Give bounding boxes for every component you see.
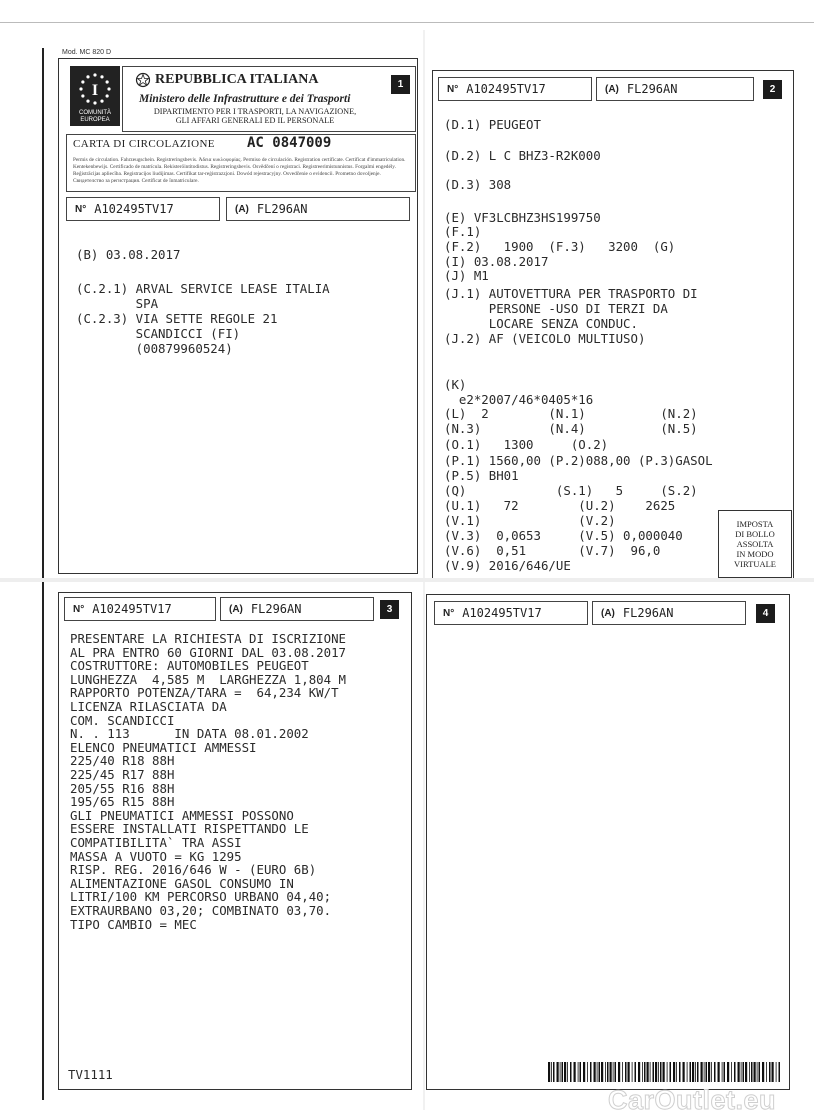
bollo-line: VIRTUALE bbox=[734, 559, 776, 569]
barcode-bar bbox=[638, 1062, 640, 1082]
eu-star bbox=[81, 80, 84, 83]
panel-number-1: 1 bbox=[391, 75, 410, 94]
eu-star bbox=[86, 75, 89, 78]
text-line: EXTRAURBANO 03,20; COMBINATO 03,70. bbox=[70, 903, 332, 918]
barcode-bar bbox=[776, 1062, 777, 1082]
watermark-text: CarOutlet.eu bbox=[608, 1085, 777, 1115]
a-value: FL296AN bbox=[622, 606, 674, 620]
barcode-bar bbox=[557, 1062, 559, 1082]
barcode-bar bbox=[580, 1062, 582, 1082]
text-line: LUNGHEZZA 4,585 M LARGHEZZA 1,804 M bbox=[70, 671, 347, 687]
eu-label: COMUNITÀ EUROPEA bbox=[79, 110, 111, 123]
barcode-bar bbox=[704, 1062, 705, 1082]
text-line: (V.1) (V.2) bbox=[444, 513, 616, 528]
carta-circolazione-box bbox=[66, 134, 416, 192]
text-line: COM. SCANDICCI bbox=[70, 712, 175, 728]
barcode-bar bbox=[597, 1062, 598, 1082]
eu-star bbox=[106, 80, 109, 83]
text-line: COMPATIBILITA` TRA ASSI bbox=[70, 835, 242, 850]
a-label: (A) bbox=[229, 603, 243, 615]
barcode-bar bbox=[670, 1062, 672, 1082]
text-line: e2*2007/46*0405*16 bbox=[444, 392, 594, 407]
text-line: (D.2) L C BHZ3-R2K000 bbox=[444, 148, 601, 163]
barcode-bar bbox=[642, 1062, 643, 1082]
barcode-bar bbox=[562, 1062, 564, 1082]
barcode-bar bbox=[762, 1062, 764, 1082]
barcode-bar bbox=[594, 1062, 596, 1082]
id-box-a-3 bbox=[220, 597, 374, 621]
barcode-bar bbox=[718, 1062, 720, 1082]
text-line: (00879960524) bbox=[76, 341, 233, 356]
barcode-bar bbox=[741, 1062, 742, 1082]
text-line: 225/40 R18 88H bbox=[70, 753, 175, 769]
text-line: (U.1) 72 (U.2) 2625 bbox=[444, 498, 676, 513]
id-box-a bbox=[226, 197, 410, 221]
a-label: (A) bbox=[605, 83, 619, 95]
model-label: Mod. MC 820 D bbox=[62, 49, 112, 56]
barcode-bar bbox=[632, 1062, 633, 1082]
department-title: DIPARTIMENTO PER I TRASPORTI, LA NAVIGAZIONE, GLI AFFARI GENERALI ED IL PERSONALE bbox=[153, 107, 357, 125]
barcode-bar bbox=[695, 1062, 696, 1082]
barcode-bar bbox=[660, 1062, 662, 1082]
n-label: N° bbox=[447, 83, 459, 95]
barcode-bar bbox=[650, 1062, 651, 1082]
barcode-bar bbox=[613, 1062, 614, 1082]
text-line: GLI PNEUMATICI AMMESSI POSSONO bbox=[70, 807, 294, 823]
barcode-bar bbox=[628, 1062, 630, 1082]
text-line: N. . 113 IN DATA 08.01.2002 bbox=[70, 726, 309, 742]
barcode-bar bbox=[587, 1062, 588, 1082]
fold-line-vertical bbox=[423, 30, 425, 1110]
text-line: (K) bbox=[444, 377, 467, 392]
text-line: (P.5) BH01 bbox=[444, 468, 519, 483]
barcode-bar bbox=[663, 1062, 665, 1082]
ministry-title: Ministero delle Infrastrutture e dei Trasporti bbox=[139, 93, 351, 105]
barcode-bar bbox=[635, 1062, 637, 1082]
text-line: (D.3) 308 bbox=[444, 177, 512, 192]
a-value: FL296AN bbox=[250, 602, 302, 616]
text-line: 195/65 R15 88H bbox=[70, 794, 175, 810]
text-line: RISP. REG. 2016/646 W - (EURO 6B) bbox=[70, 862, 317, 878]
text-line: (C.2.1) ARVAL SERVICE LEASE ITALIA bbox=[76, 281, 330, 296]
barcode-bar bbox=[667, 1062, 668, 1082]
scan-left-edge bbox=[42, 48, 44, 1100]
text-line: (O.1) 1300 (O.2) bbox=[444, 437, 609, 452]
barcode-bar bbox=[601, 1062, 603, 1082]
barcode-bar bbox=[754, 1062, 756, 1082]
barcode-bar bbox=[743, 1062, 745, 1082]
text-line: ESSERE INSTALLATI RISPETTANDO LE bbox=[70, 821, 309, 837]
panel-number-3: 3 bbox=[380, 600, 399, 619]
panel-4 bbox=[426, 594, 790, 1090]
n-label: N° bbox=[73, 603, 85, 615]
barcode-bar bbox=[655, 1062, 657, 1082]
barcode-bar bbox=[687, 1062, 688, 1082]
barcode-bar bbox=[590, 1062, 592, 1082]
id-box-a-4 bbox=[592, 601, 746, 625]
text-line: TIPO CAMBIO = MEC bbox=[70, 916, 197, 932]
barcode-bar bbox=[745, 1062, 747, 1082]
text-line: (N.3) (N.4) (N.5) bbox=[444, 421, 698, 436]
bollo-line: IMPOSTA bbox=[736, 519, 774, 529]
eu-stars-icon bbox=[70, 66, 120, 110]
id-box-a-2 bbox=[596, 77, 754, 101]
bollo-line: IN MODO bbox=[736, 549, 774, 559]
barcode-bar bbox=[711, 1062, 712, 1082]
id-box-n-3 bbox=[64, 597, 216, 621]
panel-number-2: 2 bbox=[763, 80, 782, 99]
header-box bbox=[122, 66, 416, 132]
barcode-bar bbox=[779, 1062, 781, 1082]
text-line: (V.9) 2016/646/UE bbox=[444, 558, 571, 573]
eu-star bbox=[100, 100, 103, 103]
id-box-n bbox=[66, 197, 220, 221]
barcode-bar bbox=[607, 1062, 609, 1082]
barcode-bar bbox=[714, 1062, 716, 1082]
text-line: (B) 03.08.2017 bbox=[76, 247, 181, 262]
text-line: 205/55 R16 88H bbox=[70, 780, 175, 796]
barcode-bar bbox=[697, 1062, 699, 1082]
barcode-bar bbox=[724, 1062, 726, 1082]
panel-number-4: 4 bbox=[756, 604, 775, 623]
barcode-bar bbox=[679, 1062, 681, 1082]
barcode-bar bbox=[574, 1062, 576, 1082]
n-value: A102495TV17 bbox=[92, 602, 172, 616]
a-value: FL296AN bbox=[626, 82, 678, 96]
text-line: MASSA A VUOTO = KG 1295 bbox=[70, 848, 242, 864]
eu-star bbox=[106, 94, 109, 97]
barcode-bar bbox=[553, 1062, 555, 1082]
barcode-bar bbox=[757, 1062, 758, 1082]
eu-star bbox=[93, 73, 96, 76]
eu-emblem bbox=[70, 66, 120, 126]
barcode-bar bbox=[583, 1062, 585, 1082]
barcode-bar bbox=[644, 1062, 646, 1082]
barcode-bar bbox=[618, 1062, 620, 1082]
barcode-bar bbox=[708, 1062, 710, 1082]
text-line: (E) VF3LCBHZ3HS199750 bbox=[444, 210, 601, 225]
eu-star bbox=[93, 101, 96, 104]
text-line: LOCARE SENZA CONDUC. bbox=[444, 316, 638, 331]
barcode-bar bbox=[647, 1062, 649, 1082]
barcode-bar bbox=[567, 1062, 568, 1082]
text-line: (J.1) AUTOVETTURA PER TRASPORTO DI bbox=[444, 286, 698, 301]
barcode-bar bbox=[625, 1062, 627, 1082]
text-line: LITRI/100 KM PERCORSO URBANO 04,40; bbox=[70, 889, 332, 905]
barcode-bar bbox=[766, 1062, 767, 1082]
barcode-bar bbox=[751, 1062, 753, 1082]
text-line: (V.6) 0,51 (V.7) 96,0 bbox=[444, 543, 661, 558]
text-line: (Q) (S.1) 5 (S.2) bbox=[444, 483, 698, 498]
barcode-bar bbox=[570, 1062, 572, 1082]
text-line: ALIMENTAZIONE GASOL CONSUMO IN bbox=[70, 875, 294, 891]
carta-title: CARTA DI CIRCOLAZIONE bbox=[73, 138, 215, 150]
carta-multilingual-text: Permis de circulation. Fahrzeugschein. Registreringsbevis. Άδεια κυκλοφορίας. Permiso de circulación. Registration certificate. Certificat d'immatriculation. Kentekenbewijs. Certificado de matrícula. Rekisteröintitodistus. Registreringsbevis. Osvědčení o registraci. Registreerimistunnistus. Forgalmi engedély. Reģistrācijas apliecība. Registracijos liudijimas. Certifikat tar-reġistrazzjoni. Dowód rejestracyjny. Osvedčenie o evidencii. Prometno dovoljenje. Свидетелство за регистрация. Certificat de înmatriculare. bbox=[73, 157, 406, 184]
text-line: AL PRA ENTRO 60 GIORNI DAL 03.08.2017 bbox=[70, 644, 347, 660]
a-label: (A) bbox=[601, 607, 615, 619]
barcode-bar bbox=[690, 1062, 692, 1082]
barcode-bar bbox=[548, 1062, 550, 1082]
id-box-n-4 bbox=[434, 601, 588, 625]
n-value: A102495TV17 bbox=[462, 606, 542, 620]
footer-code: TV1111 bbox=[68, 1067, 113, 1082]
barcode-bar bbox=[738, 1062, 740, 1082]
n-label: N° bbox=[75, 203, 87, 215]
barcode-bar bbox=[749, 1062, 750, 1082]
eu-star bbox=[86, 100, 89, 103]
bollo-line: DI BOLLO bbox=[735, 529, 775, 539]
barcode-bar bbox=[551, 1062, 552, 1082]
text-line: SCANDICCI (FI) bbox=[76, 326, 241, 341]
barcode-bar bbox=[731, 1062, 732, 1082]
barcode-bar bbox=[683, 1062, 685, 1082]
barcode-bar bbox=[727, 1062, 729, 1082]
barcode-bar bbox=[599, 1062, 601, 1082]
barcode-bar bbox=[701, 1062, 703, 1082]
text-line: COSTRUTTORE: AUTOMOBILES PEUGEOT bbox=[70, 658, 309, 674]
n-value: A102495TV17 bbox=[466, 82, 546, 96]
text-line: LICENZA RILASCIATA DA bbox=[70, 699, 227, 714]
eu-star bbox=[107, 87, 110, 90]
barcode-bar bbox=[653, 1062, 655, 1082]
republic-title: REPUBBLICA ITALIANA bbox=[155, 72, 319, 87]
text-line: 225/45 R17 88H bbox=[70, 767, 175, 782]
scan-top-edge bbox=[0, 22, 814, 23]
text-line: (F.1) bbox=[444, 224, 482, 239]
n-label: N° bbox=[443, 607, 455, 619]
barcode-bar bbox=[578, 1062, 579, 1082]
eu-star bbox=[81, 94, 84, 97]
a-value: FL296AN bbox=[256, 202, 308, 216]
text-line: ELENCO PNEUMATICI AMMESSI bbox=[70, 739, 257, 755]
a-label: (A) bbox=[235, 203, 249, 215]
barcode-bar bbox=[564, 1062, 566, 1082]
barcode-bar bbox=[658, 1062, 659, 1082]
barcode-bar bbox=[759, 1062, 761, 1082]
text-line: (L) 2 (N.1) (N.2) bbox=[444, 406, 698, 421]
barcode-bar bbox=[772, 1062, 774, 1082]
text-line: (J) M1 bbox=[444, 268, 489, 283]
n-value: A102495TV17 bbox=[94, 202, 174, 216]
barcode-bar bbox=[560, 1062, 561, 1082]
text-line: (J.2) AF (VEICOLO MULTIUSO) bbox=[444, 331, 646, 346]
barcode-bar bbox=[734, 1062, 736, 1082]
fold-line-horizontal bbox=[0, 578, 814, 582]
bollo-line: ASSOLTA bbox=[736, 539, 774, 549]
barcode-bar bbox=[622, 1062, 623, 1082]
text-line: (D.1) PEUGEOT bbox=[444, 117, 541, 132]
id-box-n-2 bbox=[438, 77, 592, 101]
barcode-bar bbox=[706, 1062, 708, 1082]
barcode-bar bbox=[676, 1062, 677, 1082]
barcode-bar bbox=[615, 1062, 617, 1082]
carta-number: AC 0847009 bbox=[247, 135, 332, 151]
text-line: (V.3) 0,0653 (V.5) 0,000040 bbox=[444, 528, 683, 543]
text-line: SPA bbox=[76, 296, 159, 311]
barcode-bar bbox=[610, 1062, 612, 1082]
country-letter: I bbox=[91, 82, 99, 99]
barcode-bar bbox=[769, 1062, 771, 1082]
eu-star bbox=[79, 87, 82, 90]
text-line: PERSONE -USO DI TERZI DA bbox=[444, 301, 668, 316]
text-line: (I) 03.08.2017 bbox=[444, 254, 549, 269]
text-line: (P.1) 1560,00 (P.2)088,00 (P.3)GASOL bbox=[444, 453, 713, 468]
text-line: RAPPORTO POTENZA/TARA = 64,234 KW/T bbox=[70, 685, 339, 701]
text-line: (C.2.3) VIA SETTE REGOLE 21 bbox=[76, 311, 278, 326]
barcode-bar bbox=[692, 1062, 694, 1082]
eu-star bbox=[100, 75, 103, 78]
republic-emblem-icon bbox=[135, 72, 151, 88]
barcode-icon bbox=[548, 1062, 784, 1082]
text-line: (F.2) 1900 (F.3) 3200 (G) bbox=[444, 239, 676, 254]
text-line: PRESENTARE LA RICHIESTA DI ISCRIZIONE bbox=[70, 631, 347, 646]
barcode-bar bbox=[605, 1062, 606, 1082]
bollo-box bbox=[718, 510, 792, 578]
barcode-bar bbox=[722, 1062, 723, 1082]
barcode-bar bbox=[673, 1062, 675, 1082]
